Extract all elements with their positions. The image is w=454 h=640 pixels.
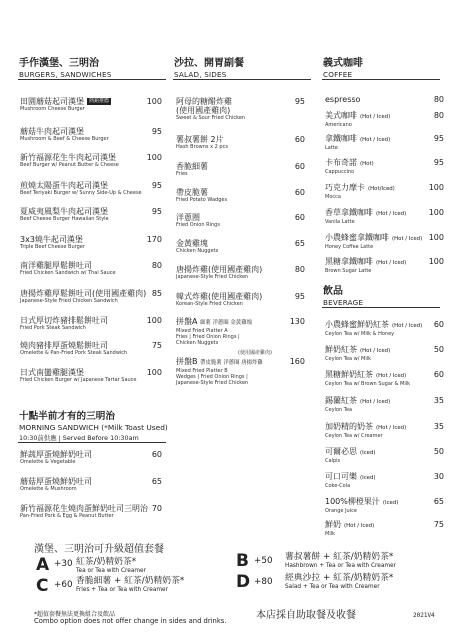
coffee-item [325, 233, 422, 250]
side-item [176, 239, 218, 254]
burger-item-en: Triple Beef Cheese Burger [20, 244, 85, 250]
side-item-price: 65 [294, 239, 305, 248]
side-item-en: Korean-Style Fried Chicken [176, 301, 243, 307]
burger-item-en: Beef Teriyaki Burger w/ Sunny Side-Up & Cheese [20, 190, 142, 196]
side-item-price: 60 [294, 135, 305, 144]
coffee-item-note: (Hot/Iced) [368, 186, 395, 192]
beverage-item-name-text: 可爾必思 [325, 447, 357, 456]
coffee-item-price: 95 [433, 134, 444, 143]
combo-d-en: Salad + Tea or Tea with Creamer [285, 584, 380, 590]
coffee-item-note: (Hot) [360, 161, 374, 167]
beverage-item-name-text: 加奶精的奶茶 [325, 422, 373, 431]
side-item-name-text: 韓式炸雞(使用國產雞肉) [176, 292, 263, 301]
side-item-en: Fries [176, 171, 188, 177]
beverage-item-name-text: 黑糖鮮奶紅茶 [325, 370, 373, 379]
coffee-item [325, 158, 374, 175]
platter-b-note: (使用國產雞肉) [238, 350, 272, 356]
beverage-item-en: Calpis [325, 458, 341, 464]
burger-item-name [20, 153, 119, 162]
sides-subtitle: SALAD, SIDES [174, 70, 227, 79]
morning-rule [18, 442, 166, 443]
burger-item-price: 95 [151, 127, 162, 136]
side-item-en: Hash Browns x 2 pcs [176, 144, 228, 150]
burger-item [20, 207, 109, 222]
beverage-item-en: Coke-Cola [325, 483, 351, 489]
beverage-item-name [325, 472, 376, 483]
side-item-price: 60 [294, 213, 305, 222]
burger-item [20, 368, 137, 383]
burgers-title: 手作漢堡、三明治 [19, 58, 99, 69]
burger-item-price: 100 [146, 153, 162, 162]
coffee-item-note: (Hot / Iced) [360, 137, 391, 143]
coffee-item-note: (Hot / Iced) [392, 236, 423, 242]
coffee-item-price: 80 [433, 111, 444, 120]
combo-a-letter: A [36, 555, 50, 575]
burger-item-name [20, 316, 108, 325]
burger-item [20, 316, 108, 331]
burger-item-en: Beef Burger w/ Peanut Butter & Cheese [20, 162, 119, 168]
side-item-en: Fried Potato Wadges [176, 197, 228, 203]
morning-item-name-text: 新竹福源花生燒肉蛋鮮奶吐司三明治 [20, 504, 148, 513]
coffee-item-en: Honey Coffee Latte [325, 244, 374, 250]
burger-item-name-text: 唐揚炸雞厚鬆餅吐司(使用國產雞肉) [20, 289, 147, 298]
platter-b-line-2: Japanese-Style Fried Chicken [176, 380, 249, 386]
platter-a-price: 130 [289, 317, 305, 326]
coffee-item-en: Mocca [325, 194, 341, 200]
coffee-item-name [325, 183, 395, 194]
morning-item-name [20, 450, 92, 459]
combo-c-price: +60 [54, 580, 73, 590]
side-item [176, 292, 262, 307]
combo-b-price: +50 [254, 556, 273, 566]
burger-item-price: 95 [151, 207, 162, 216]
burger-item [20, 235, 85, 250]
combo-title: 漢堡、三明治可升級超值套餐 [34, 544, 164, 555]
burger-item-price: 100 [146, 368, 162, 377]
beverage-item [325, 447, 376, 464]
coffee-item-price: 100 [428, 208, 444, 217]
burger-item-name [20, 97, 111, 106]
morning-item-name [20, 477, 92, 486]
side-item-name-text: 洋蔥圈 [176, 213, 200, 222]
burger-item-en: Mushroom & Beef & Cheese Burger [20, 136, 109, 142]
morning-item [20, 504, 148, 519]
beverage-item [325, 345, 390, 362]
coffee-item [325, 208, 406, 225]
burger-item-name-text: 新竹福源花生牛肉起司漢堡 [20, 153, 116, 162]
combo-d-price: +80 [254, 577, 273, 587]
coffee-item-price: 100 [428, 183, 444, 192]
morning-item-en: Pan-Fried Pork & Egg & Peanut Butter [20, 513, 114, 519]
beverage-item-name [325, 370, 410, 381]
beverage-item-price: 30 [433, 472, 444, 481]
beverage-item-note: (Iced) [360, 450, 376, 456]
burger-item-name-text: 日式厚切炸豬排鬆餅吐司 [20, 316, 108, 325]
coffee-item-name [325, 257, 406, 268]
beverage-item-en: Ceylon Tea w/ Milk & Honey [325, 331, 395, 337]
coffee-item-price: 100 [428, 257, 444, 266]
beverage-item-en: Orange Juice [325, 508, 357, 514]
combo-a-zh: 紅茶/奶精奶茶* [76, 557, 137, 567]
side-item-name [176, 213, 220, 222]
beverage-item [325, 396, 390, 413]
burger-item-name-text: 煎燒太陽蛋牛肉起司漢堡 [20, 181, 108, 190]
burger-item-en: Beef Cheese Burger Hawaiian Style [20, 216, 109, 222]
beverage-item-note: (Hot / Iced) [360, 399, 391, 405]
beverage-item-note: (Iced) [382, 500, 399, 506]
coffee-item-en: Americano [325, 122, 352, 128]
burger-item-price: 100 [146, 316, 162, 325]
burger-item-en: Fried Pork Steak Sandwich [20, 325, 86, 331]
beverage-item [325, 520, 374, 537]
side-item-en: Fried Onion Rings [176, 222, 220, 228]
self-service-note: 本店採自助取餐及收餐 [256, 610, 356, 621]
morning-item-name [20, 504, 148, 513]
beverage-item-price: 35 [433, 422, 444, 431]
morning-title: 十點半前才有的三明治 [19, 411, 115, 422]
morning-item-en: Omelette & Vegetable [20, 459, 76, 465]
platter-a-en: Mixed Fried Platter A [176, 328, 228, 334]
beverage-item-name [325, 520, 374, 531]
coffee-item-name [325, 158, 374, 169]
combo-b-letter: B [236, 551, 249, 571]
burger-item [20, 341, 127, 356]
coffee-item-en: Cappuccino [325, 169, 355, 175]
morning-item-price: 65 [151, 477, 162, 486]
coffee-item-name [325, 95, 360, 104]
beverage-item [325, 472, 376, 489]
side-item-price: 60 [294, 162, 305, 171]
beverage-item-en: Ceylon Tea [325, 407, 353, 413]
beverage-item-note: (Hot / Iced) [360, 348, 391, 354]
beverage-item-name-text: 鮮奶 [325, 520, 341, 529]
coffee-item [325, 111, 390, 128]
combo-b-zh: 薯叔薯餅 + 紅茶/奶精奶茶* [285, 552, 394, 562]
burger-item-name [20, 207, 109, 216]
platter-a [176, 317, 252, 346]
beverage-item-note: (Hot / Iced) [392, 323, 423, 329]
side-item [176, 135, 228, 150]
beverage-item-name [325, 320, 422, 331]
beverage-item-name-text: 鮮奶紅茶 [325, 345, 357, 354]
burgers-rule [18, 79, 166, 80]
beverage-item-en: Milk [325, 531, 335, 537]
burger-item-name-text: 田園蘑菇起司漢堡 [20, 97, 84, 106]
coffee-item-name [325, 233, 422, 244]
burger-item-name [20, 181, 142, 190]
burger-item-price: 75 [151, 341, 162, 350]
side-item-name [176, 239, 218, 248]
side-item-en: Sweet & Sour Fried Chicken [176, 115, 246, 121]
morning-item [20, 450, 92, 465]
coffee-item-name [325, 134, 390, 145]
side-item-name-text: 唐揚炸雞(使用國產雞肉) [176, 265, 263, 274]
side-item-name-text: 香脆細薯 [176, 162, 208, 171]
beverage-item-name [325, 497, 398, 508]
side-item-price: 60 [294, 188, 305, 197]
beverage-item-name-text: 小農蜂蜜鮮奶紅茶 [325, 320, 389, 329]
platter-a-line-2: Chicken Nuggets [176, 340, 219, 346]
combo-a-price: +30 [54, 559, 73, 569]
coffee-item [325, 183, 395, 200]
morning-item [20, 477, 92, 492]
beverage-item [325, 497, 398, 514]
beverage-item-price: 50 [433, 447, 444, 456]
beverage-rule [322, 307, 440, 308]
beverage-item-name [325, 396, 390, 407]
platter-b-name: 拼盤B [176, 357, 198, 366]
coffee-item-note: (Hot / Iced) [376, 260, 407, 266]
side-item-price: 80 [294, 265, 305, 274]
beverage-item [325, 370, 410, 387]
coffee-item-name-text: 美式咖啡 [325, 111, 357, 120]
burger-item-name [20, 289, 146, 298]
beverage-item-price: 60 [433, 370, 444, 379]
burger-item-en: Japanese-Style Fried Chicken Sandwich [20, 298, 118, 304]
coffee-item-name [325, 208, 406, 219]
combo-c-zh: 香脆細薯 + 紅茶/奶精奶茶* [76, 576, 185, 586]
morning-item-name-text: 蘑菇厚蛋燒鮮奶吐司 [20, 477, 92, 486]
coffee-item [325, 257, 406, 274]
burgers-subtitle: BURGERS, SANDWICHES [19, 70, 112, 79]
burger-item-tag: 熱銷推薦 [89, 98, 110, 104]
combo-note-zh: *超值套餐無法更換組合及飲品 [34, 611, 116, 618]
beverage-item-en: Ceylon Tea w/ Creamer [325, 433, 383, 439]
combo-note-en: Combo option does not offer change in sides and drinks. [34, 617, 227, 625]
combo-c-en: Fries + Tea or Tea with Creamer [76, 587, 169, 593]
beverage-item-en: Ceylon Tea w/ Milk [325, 356, 372, 362]
side-item [176, 265, 262, 280]
morning-item-name-text: 鮮蔬厚蛋燒鮮奶吐司 [20, 450, 92, 459]
coffee-item-name-text: 巧克力摩卡 [325, 183, 365, 192]
platter-a-line-1: Fries | Fried Onion Rings | [176, 334, 240, 340]
morning-item-price: 60 [151, 450, 162, 459]
platter-a-name: 拼盤A [176, 317, 198, 326]
beverage-item-price: 35 [433, 396, 444, 405]
burger-item [20, 289, 146, 304]
platter-b-line-1: Wedges | Fried Onion Rings | [176, 374, 248, 380]
combo-d-zh: 經典沙拉 + 紅茶/奶精奶茶* [285, 573, 394, 583]
coffee-item-price: 80 [433, 95, 444, 104]
burger-item-price: 100 [146, 97, 162, 106]
burger-item-price: 170 [146, 235, 162, 244]
burger-item-en: Fried Chicken Burger w/ Japanese Tartar Sauce [20, 377, 137, 383]
coffee-item-note: (Hot / Iced) [376, 211, 407, 217]
morning-item-en: Omelette & Mushroom [20, 486, 77, 492]
platter-b [176, 357, 263, 386]
side-item-name-text: 薯叔薯餅 2片 [176, 135, 224, 144]
side-item-price: 95 [294, 292, 305, 301]
burger-item-price: 95 [151, 181, 162, 190]
morning-hours: 10:30前供應 | Served Before 10:30am [19, 434, 139, 442]
burger-item-name-text: 南洋雞腿厚鬆餅吐司 [20, 261, 92, 270]
burger-item-name-text: 蘑菇牛肉起司漢堡 [20, 127, 84, 136]
burger-item-name [20, 235, 85, 244]
beverage-item [325, 422, 406, 439]
beverage-item-name [325, 345, 390, 356]
beverage-item-name [325, 422, 406, 433]
combo-d-letter: D [236, 572, 251, 592]
coffee-item-name-text: espresso [325, 95, 361, 104]
beverage-item [325, 320, 422, 337]
side-item-name-text: 帶皮脆薯 [176, 188, 208, 197]
side-item-name [176, 265, 262, 274]
side-item-price: 95 [294, 97, 305, 106]
beverage-item-name-text: 錫蘭紅茶 [325, 396, 357, 405]
beverage-item-note: (Hot / Iced) [344, 523, 375, 529]
burger-item-name-text: 3x3燒牛起司漢堡 [20, 235, 83, 244]
coffee-rule [322, 79, 440, 80]
side-item-name [176, 188, 227, 197]
burger-item-price: 80 [151, 261, 162, 270]
beverage-item-price: 60 [433, 320, 444, 329]
burger-item-name [20, 368, 137, 377]
coffee-item-name-text: 黑糖拿鐵咖啡 [325, 257, 373, 266]
coffee-item-name-text: 拿鐵咖啡 [325, 134, 357, 143]
platter-b-detail: 帶皮脆薯 洋蔥圈 唐揚炸雞 [200, 360, 263, 366]
side-item-name [176, 135, 228, 144]
beverage-subtitle: BEVERAGE [323, 298, 364, 307]
coffee-item-en: Brown Sugar Latte [325, 268, 372, 274]
coffee-item-name-text: 卡布奇諾 [325, 158, 357, 167]
beverage-item-note: (Iced) [360, 475, 376, 481]
beverage-item-name-text: 100%柳橙果汁 [325, 497, 380, 506]
side-item-name [176, 162, 208, 171]
sides-title: 沙拉、開胃副餐 [174, 58, 244, 69]
coffee-item-price: 100 [428, 233, 444, 242]
burger-item-name [20, 127, 109, 136]
side-item [176, 213, 220, 228]
burger-item-en: Fried Chicken Sandwich w/ Thai Sauce [20, 270, 116, 276]
burger-item-name-text: 夏威夷風梨牛肉起司漢堡 [20, 207, 108, 216]
side-item-name [176, 97, 245, 106]
burger-item-en: Mushroom Cheese Burger [20, 106, 85, 112]
beverage-item-name [325, 447, 376, 458]
combo-a-en: Tea or Tea with Creamer [76, 568, 146, 574]
burger-item-name-text: 燒肉豬排厚蛋燒鬆餅吐司 [20, 341, 108, 350]
coffee-item [325, 95, 360, 104]
beverage-item-note: (Hot / Iced) [376, 425, 407, 431]
burger-item [20, 153, 119, 168]
burger-item-name [20, 341, 127, 350]
coffee-item [325, 134, 390, 151]
burger-item-name [20, 261, 116, 270]
burger-item-name-text: 日式南蠻雞腿漢堡 [20, 368, 84, 377]
burger-item [20, 181, 142, 196]
combo-b-en: Hashbrown + Tea or Tea with Creamer [285, 563, 397, 569]
burger-item-price: 85 [151, 289, 162, 298]
coffee-subtitle: COFFEE [323, 70, 353, 79]
sides-rule [173, 79, 311, 80]
coffee-item-name [325, 111, 390, 122]
coffee-item-name-text: 香草拿鐵咖啡 [325, 208, 373, 217]
coffee-item-price: 95 [433, 158, 444, 167]
coffee-title: 義式咖啡 [323, 58, 363, 69]
burger-item [20, 127, 109, 142]
beverage-item-name-text: 可口可樂 [325, 472, 357, 481]
coffee-item-en: Latte [325, 145, 338, 151]
burger-item [20, 97, 111, 112]
coffee-item-name-text: 小農蜂蜜拿鐵咖啡 [325, 233, 389, 242]
burger-item [20, 261, 116, 276]
side-item-name [176, 292, 262, 301]
side-item [176, 188, 227, 203]
side-item-name-text: 阿母的糖醋炸雞 [176, 97, 232, 106]
burger-item-en: Omelette & Pan-Fried Pork Steak Sandwich [20, 350, 128, 356]
platter-a-detail: 細薯 洋蔥圈 金黃雞塊 [200, 320, 252, 326]
coffee-item-note: (Hot / Iced) [360, 114, 391, 120]
beverage-item-note: (Hot / Iced) [376, 373, 407, 379]
side-item [176, 97, 245, 121]
platter-b-en: Mixed Fried Platter B [176, 368, 228, 374]
morning-item-price: 70 [151, 504, 162, 513]
combo-c-letter: C [36, 576, 49, 596]
beverage-item-price: 75 [433, 520, 444, 529]
platter-b-price: 160 [289, 357, 305, 366]
beverage-item-price: 65 [433, 497, 444, 506]
side-item-en: Japanese-Style Fried Chicken [176, 274, 249, 280]
beverage-title: 飲品 [323, 286, 343, 297]
side-item-name-line-2: (使用國產雞肉) [176, 106, 231, 115]
coffee-item-en: Vanila Latte [325, 219, 355, 225]
morning-subtitle: MORNING SANDWICH (*Milk Toast Used) [19, 423, 168, 432]
side-item [176, 162, 208, 177]
beverage-item-en: Ceylon Tea w/ Brown Sugar & Milk [325, 381, 411, 387]
beverage-item-price: 50 [433, 345, 444, 354]
version-label: 2021V4 [413, 612, 435, 619]
side-item-name-text: 金黃雞塊 [176, 239, 208, 248]
side-item-en: Chicken Nuggets [176, 248, 219, 254]
